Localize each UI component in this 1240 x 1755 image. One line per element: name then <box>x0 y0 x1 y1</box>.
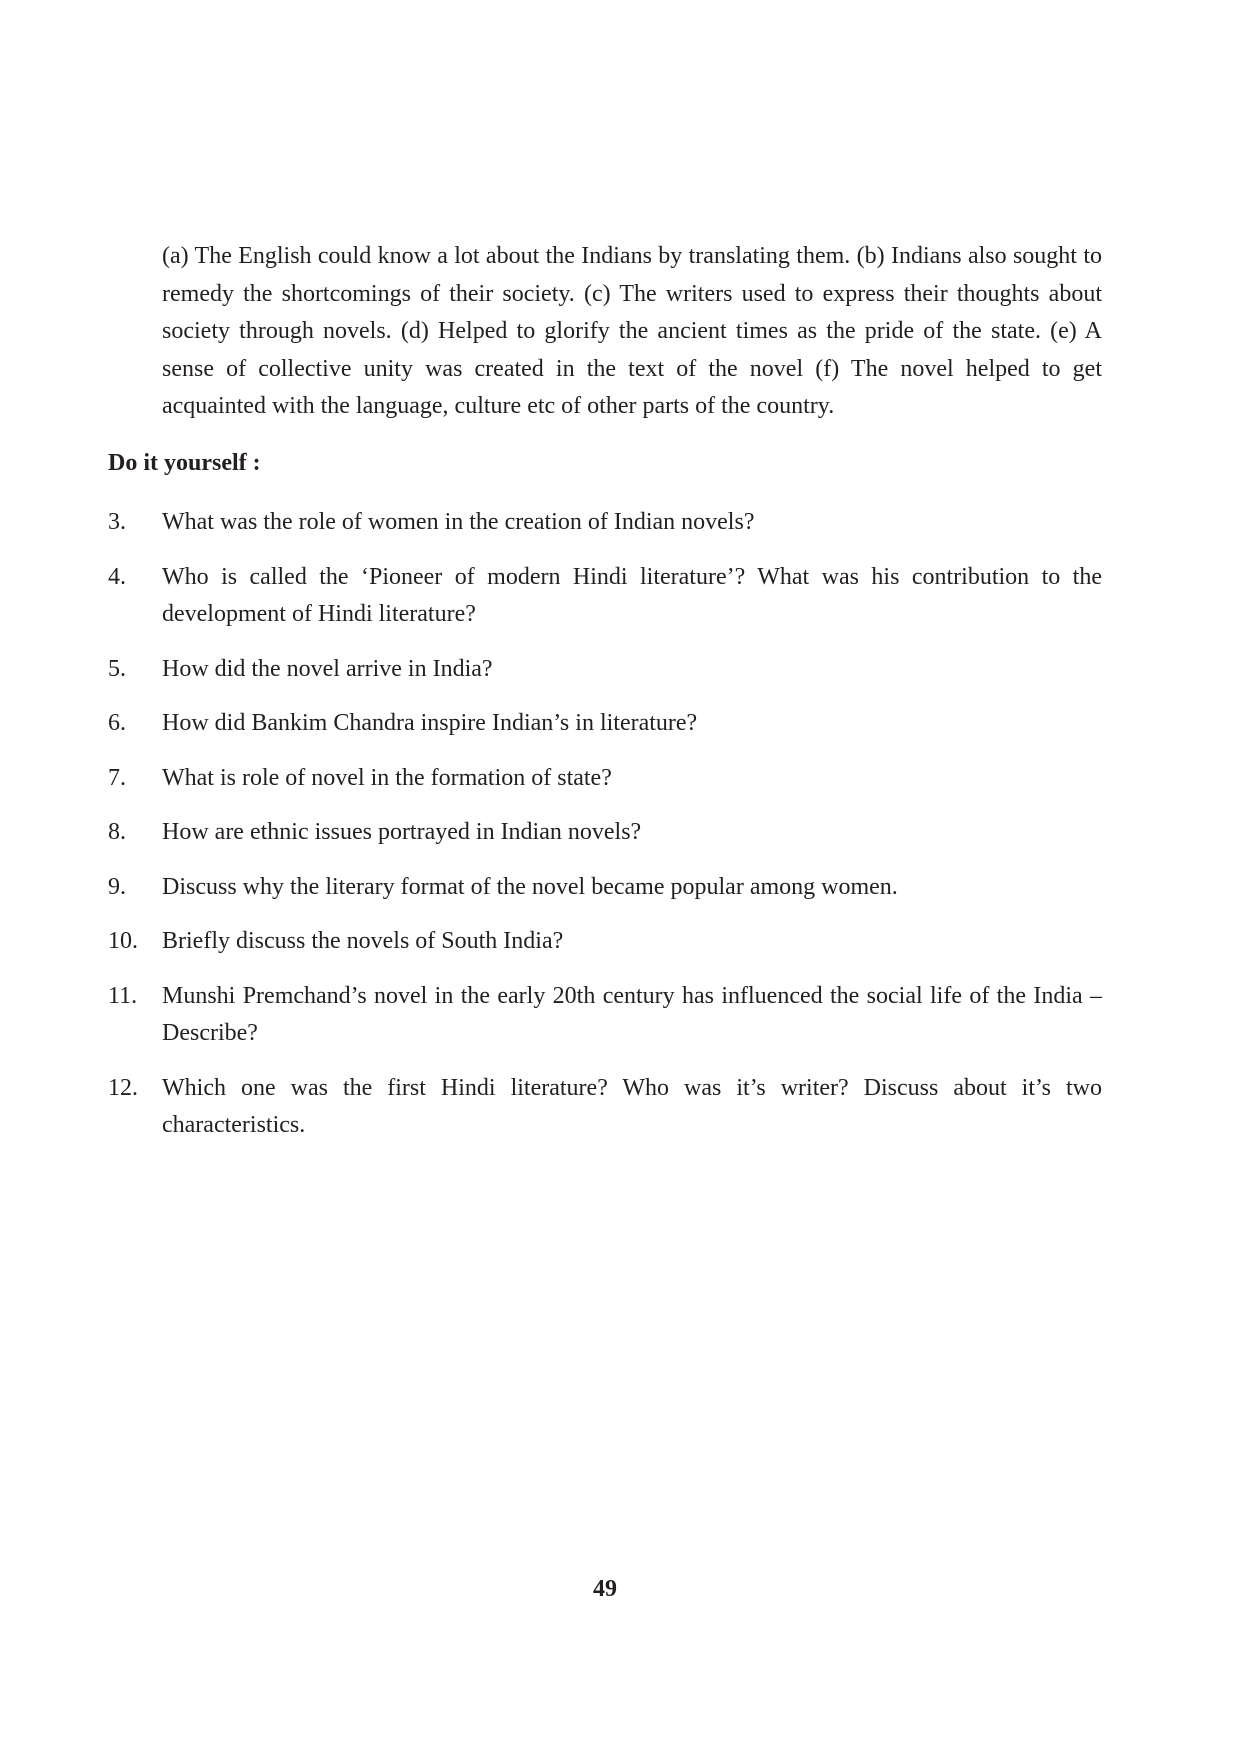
question-item <box>108 559 1102 634</box>
question-number: 7. <box>108 764 126 791</box>
question-item <box>108 814 1102 852</box>
question-text: How did Bankim Chandra inspire Indian’s in literature? <box>162 710 698 736</box>
section-heading: Do it yourself : <box>108 450 261 476</box>
question-number: 4. <box>108 563 126 590</box>
question-number: 3. <box>108 509 126 535</box>
question-item <box>108 923 1102 961</box>
question-number: 9. <box>108 873 126 900</box>
question-list <box>108 504 1102 1162</box>
question-item <box>108 705 1102 743</box>
question-text: How are ethnic issues portrayed in Indian novels? <box>162 819 642 845</box>
question-item <box>108 978 1102 1053</box>
question-text: What is role of novel in the formation of state? <box>162 764 612 791</box>
question-text: How did the novel arrive in India? <box>162 655 493 682</box>
answer-paragraph: (a) The English could know a lot about the Indians by translating them. (b) Indians also sought to remedy the shortcomings of their society. (c) The writers used to express their thoughts about society through novels. (d) Helped to glorify the ancient times as the pride of the state. (e) A sense of collective unity was created in the text of the novel (f) The novel helped to get acquainted with the language, culture etc of other parts of the country. <box>162 243 1102 419</box>
question-text: Briefly discuss the novels of South India? <box>162 928 564 954</box>
question-text: Who is called the ‘Pioneer of modern Hindi literature’? What was his contribution to the development of Hindi literature? <box>162 563 1102 627</box>
question-number: 12. <box>108 1074 138 1101</box>
question-number: 8. <box>108 819 126 845</box>
question-text: What was the role of women in the creation of Indian novels? <box>162 509 755 535</box>
question-number: 10. <box>108 928 138 954</box>
question-item <box>108 869 1102 907</box>
question-text: Discuss why the literary format of the novel became popular among women. <box>162 873 898 900</box>
question-number: 11. <box>108 982 138 1009</box>
question-item <box>108 504 1102 542</box>
page-number: 49 <box>593 1576 617 1602</box>
question-item <box>108 1070 1102 1145</box>
question-number: 5. <box>108 655 126 682</box>
question-number: 6. <box>108 710 126 736</box>
question-text: Which one was the first Hindi literature? Who was it’s writer? Discuss about it’s two characteristics. <box>162 1074 1102 1138</box>
question-item <box>108 651 1102 689</box>
question-text: Munshi Premchand’s novel in the early 20th century has influenced the social life of the India – Describe? <box>162 982 1102 1046</box>
question-item <box>108 760 1102 798</box>
